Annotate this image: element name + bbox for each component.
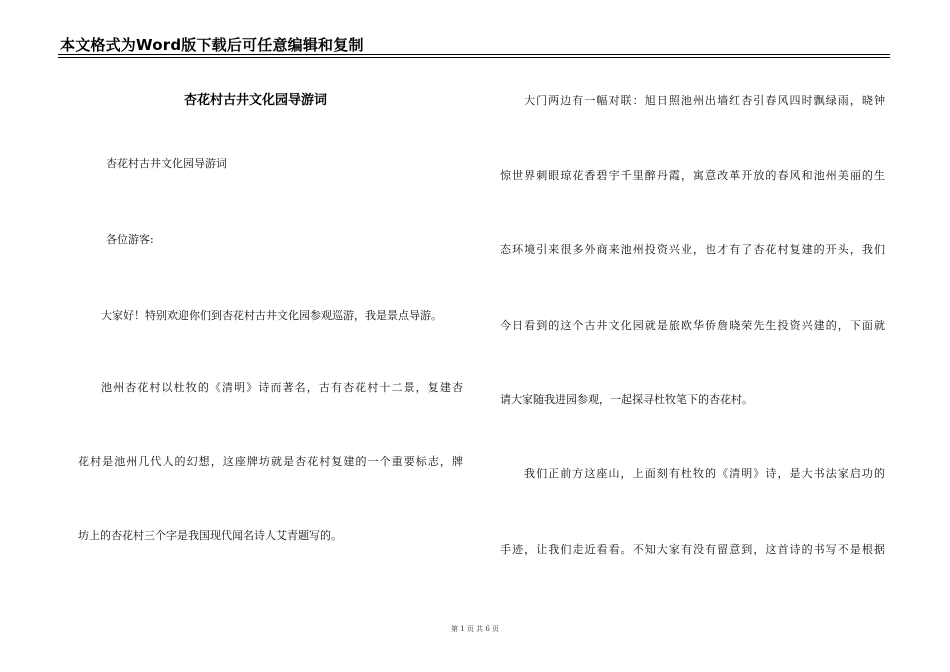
paragraph-line: 今日看到的这个古井文化园就是旅欧华侨詹晓荣先生投资兴建的，下面就	[500, 319, 885, 332]
paragraph-line: 各位游客:	[106, 233, 154, 246]
paragraph-line: 惊世界刺眼琼花香碧宇千里醉丹霞，寓意改革开放的春风和池州美丽的生	[500, 169, 885, 182]
paragraph-line: 手迹，让我们走近看看。不知大家有没有留意到，这首诗的书写不是根据	[500, 543, 885, 556]
paragraph-line: 大门两边有一幅对联：旭日照池州出墙红杏引春风四时飘绿雨，晓钟	[524, 94, 885, 107]
paragraph-line: 大家好！特别欢迎你们到杏花村古井文化园参观巡游，我是景点导游。	[101, 309, 442, 322]
paragraph-line: 花村是池州几代人的幻想，这座牌坊就是杏花村复建的一个重要标志，牌	[78, 455, 463, 468]
header-rule-bottom	[58, 57, 890, 58]
document-banner: 本文格式为Word版下载后可任意编辑和复制	[60, 36, 364, 54]
paragraph-line: 池州杏花村以杜牧的《清明》诗而著名，古有杏花村十二景，复建杏	[101, 381, 463, 394]
paragraph-line: 坊上的杏花村三个字是我国现代闻名诗人艾青题写的。	[78, 529, 342, 542]
header-rule-top	[58, 54, 890, 55]
paragraph-line: 杏花村古井文化园导游词	[106, 157, 227, 170]
paragraph-line: 请大家随我进园参观，一起探寻杜牧笔下的杏花村。	[500, 393, 753, 406]
document-title: 杏花村古井文化园导游词	[184, 93, 328, 108]
page-number: 第 1 页 共 6 页	[450, 625, 500, 633]
paragraph-line: 态环境引来很多外商来池州投资兴业，也才有了杏花村复建的开头，我们	[500, 243, 885, 256]
paragraph-line: 我们正前方这座山，上面刻有杜牧的《清明》诗，是大书法家启功的	[524, 467, 885, 480]
